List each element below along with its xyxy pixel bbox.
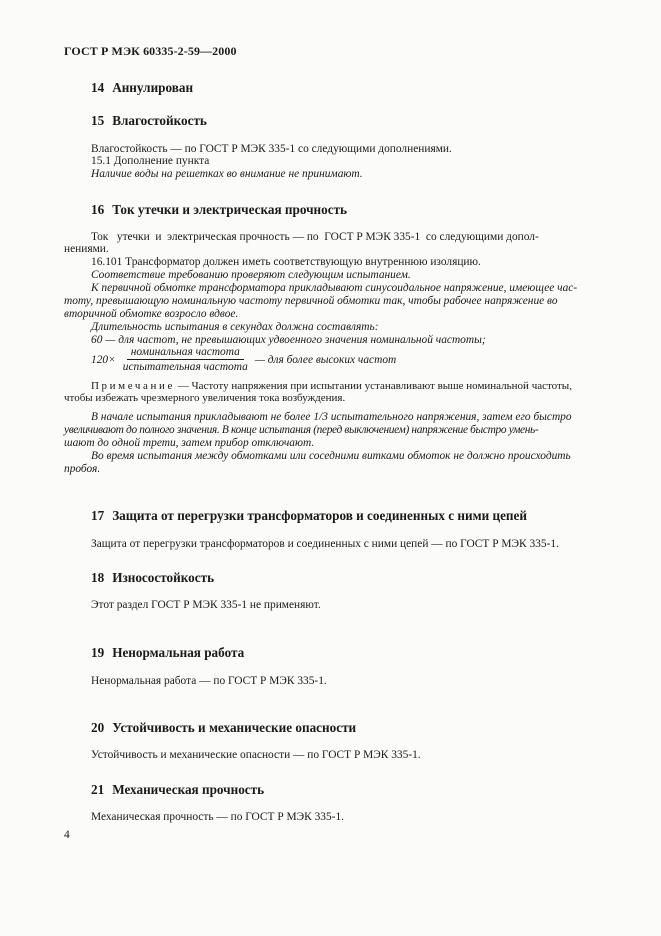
section-19-heading <box>91 645 244 661</box>
paragraph: Влагостойкость — по ГОСТ Р МЭК 335-1 со следующими дополнениями. <box>91 143 452 155</box>
paragraph: пробоя. <box>64 463 101 475</box>
formula-suffix: — для более высоких частот <box>254 353 397 366</box>
note <box>91 380 601 392</box>
note-text: — Частоту напряжения при испытании устанавливают выше номинальной частоты, <box>174 380 572 392</box>
section-number: 17 <box>91 508 105 523</box>
section-18-heading <box>91 570 214 586</box>
paragraph: К первичной обмотке трансформатора прикладывают синусоидальное напряжение, имеющее час- <box>91 282 578 294</box>
section-title: Влагостойкость <box>112 113 207 128</box>
section-title: Механическая прочность <box>112 782 265 797</box>
section-17-heading <box>91 508 527 524</box>
paragraph: Соответствие требованию проверяют следующим испытанием. <box>91 269 411 281</box>
section-title: Ненормальная работа <box>112 645 245 660</box>
paragraph: 15.1 Дополнение пункта <box>91 155 210 167</box>
section-14-heading <box>91 80 193 96</box>
paragraph: 16.101 Трансформатор должен иметь соответствующую внутреннюю изоляцию. <box>91 256 481 268</box>
paragraph: В начале испытания прикладывают не более 1/3 испытательного напряжения, затем его быстро <box>91 411 572 423</box>
paragraph: тоту, превышающую номинальную частоту первичной обмотки так, чтобы рабочее напряжение во <box>64 295 558 307</box>
section-16-heading <box>91 202 347 218</box>
section-21-heading <box>91 782 264 798</box>
paragraph: Длительность испытания в секундах должна составлять: <box>91 321 379 333</box>
section-title: Аннулирован <box>112 80 194 95</box>
section-20-heading <box>91 720 356 736</box>
section-number: 20 <box>91 720 105 735</box>
paragraph: Устойчивость и механические опасности — по ГОСТ Р МЭК 335-1. <box>91 749 421 761</box>
section-title: Устойчивость и механические опасности <box>112 720 357 735</box>
paragraph: Ток утечки и электрическая прочность — по ГОСТ Р МЭК 335-1 со следующими допол- <box>91 231 539 243</box>
paragraph: Во время испытания между обмотками или соседними витками обмоток не должно происходить <box>91 450 571 462</box>
section-number: 18 <box>91 570 105 585</box>
fraction-denominator: испытательная частота <box>122 361 248 373</box>
note-continuation: чтобы избежать чрезмерного увеличения тока возбуждения. <box>64 392 346 404</box>
section-number: 16 <box>91 202 105 217</box>
paragraph: вторичной обмотке возросло вдвое. <box>64 308 239 320</box>
document-header: ГОСТ Р МЭК 60335-2-59—2000 <box>64 44 237 58</box>
section-title: Ток утечки и электрическая прочность <box>112 202 348 217</box>
fraction-numerator: номинальная частота <box>127 346 244 360</box>
paragraph: Ненормальная работа — по ГОСТ Р МЭК 335-1. <box>91 675 327 687</box>
paragraph: Механическая прочность — по ГОСТ Р МЭК 335-1. <box>91 811 345 823</box>
formula <box>91 346 396 373</box>
section-number: 19 <box>91 645 105 660</box>
page-number: 4 <box>64 829 70 841</box>
section-title: Защита от перегрузки трансформаторов и соединенных с ними цепей <box>112 508 527 523</box>
paragraph: шают до одной трети, затем прибор отключают. <box>64 437 315 449</box>
note-label: Примечание <box>91 380 175 392</box>
formula-prefix: 120× <box>91 353 116 366</box>
fraction <box>119 346 252 373</box>
paragraph: Этот раздел ГОСТ Р МЭК 335-1 не применяют. <box>91 599 321 611</box>
section-number: 14 <box>91 80 105 95</box>
paragraph: 60 — для частот, не превышающих удвоенного значения номинальной частоты; <box>91 334 486 346</box>
paragraph: Наличие воды на решетках во внимание не принимают. <box>91 168 363 180</box>
paragraph: увеличивают до полного значения. В конце испытания (перед выключением) напряжение быстро умень- <box>64 424 539 436</box>
section-number: 21 <box>91 782 105 797</box>
paragraph: нениями. <box>64 243 109 255</box>
section-title: Износостойкость <box>112 570 215 585</box>
section-number: 15 <box>91 113 105 128</box>
section-15-heading <box>91 113 207 129</box>
paragraph: Защита от перегрузки трансформаторов и соединенных с ними цепей — по ГОСТ Р МЭК 335-1. <box>91 538 559 550</box>
